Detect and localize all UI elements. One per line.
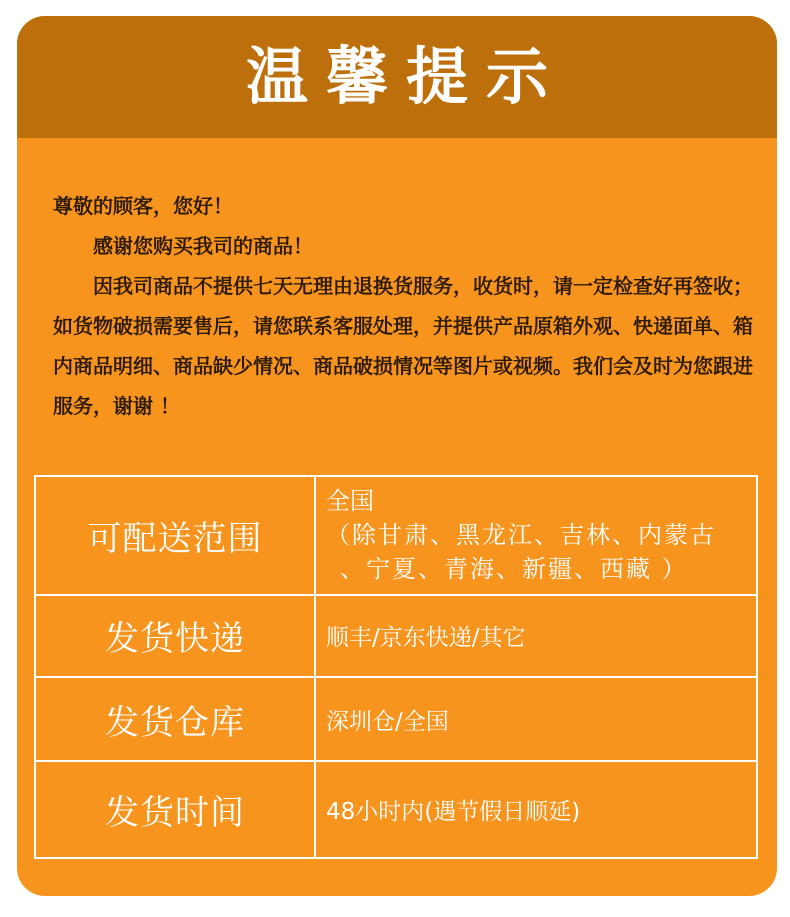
table-row [35,761,757,858]
table-row-label: 可配送范围 [35,476,315,595]
notice-thanks: 感谢您购买我司的商品！ [93,234,313,258]
shipping-info-table [34,475,758,859]
table-row-label: 发货仓库 [35,677,315,761]
delivery-range-line: 全国 [326,487,374,516]
notice-body: 因我司商品不提供七天无理由退换货服务，收货时，请一定检查好再签收；如货物破损需要售后，请您联系客服处理，并提供产品原箱外观、快递面单、箱内商品明细、商品缺少情况、商品破损情况等图片或视频。我们会及时为您跟进服务，谢谢 ！ [53,274,753,418]
table-row-value: 顺丰/京东快递/其它 [315,595,757,677]
table-row-label: 发货快递 [35,595,315,677]
table-row [35,595,757,677]
page-title: 温馨提示 [245,40,566,113]
delivery-range-line: 、宁夏、青海、新疆、西藏 ） [340,555,688,584]
table-row [35,476,757,595]
notice-card [17,16,777,896]
table-row-value [315,476,757,595]
table-row-value: 48小时内(遇节假日顺延) [315,761,757,858]
table-row-value: 深圳仓/全国 [315,677,757,761]
notice-greeting: 尊敬的顾客，您好！ [53,194,233,218]
table-row [35,677,757,761]
delivery-range-block [326,484,755,586]
notice-text-block [53,186,753,426]
delivery-range-line: （除甘肃、黑龙江、吉林、内蒙古 [326,521,716,550]
table-row-label: 发货时间 [35,761,315,858]
header-banner [17,16,777,138]
